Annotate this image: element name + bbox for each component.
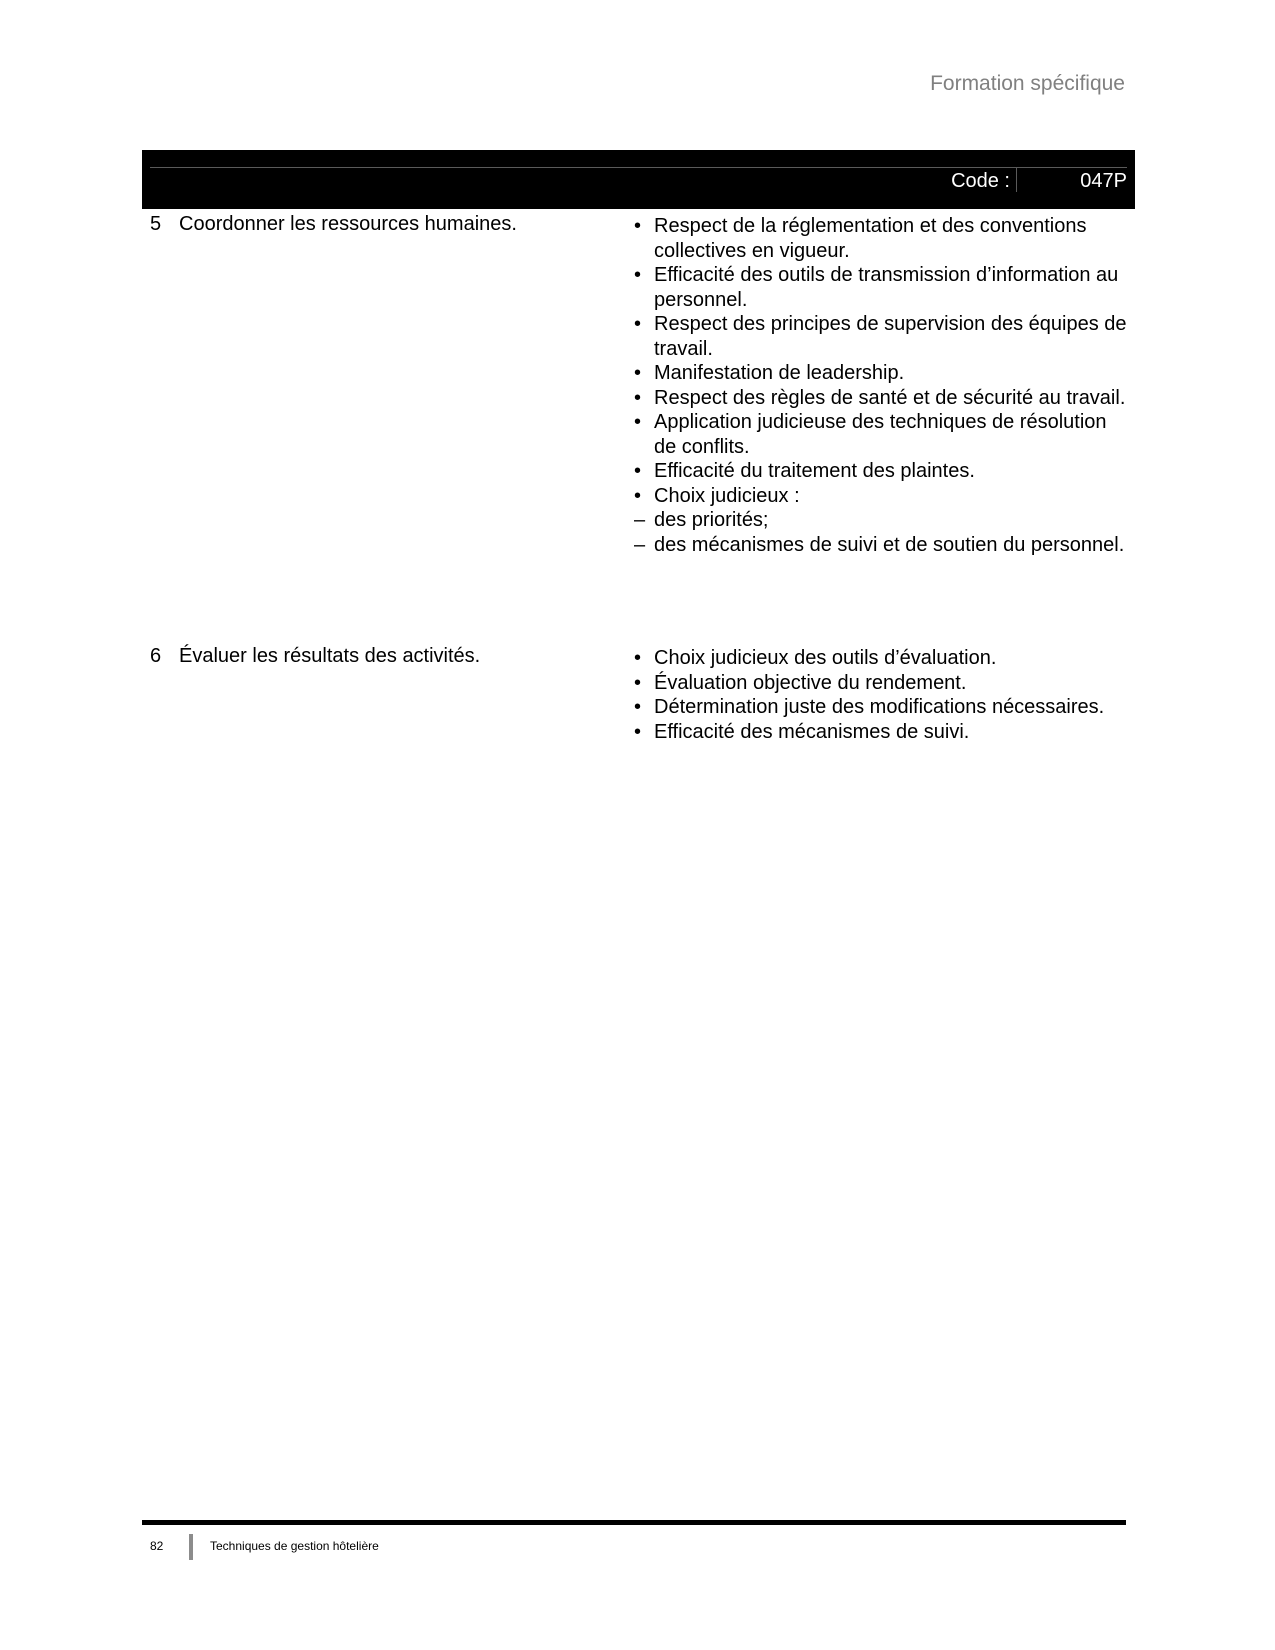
code-value: 047P [1080, 170, 1127, 192]
element-statement [150, 644, 620, 668]
band-separator [1016, 168, 1017, 192]
band-rule [150, 167, 1127, 168]
running-head: Formation spécifique [930, 72, 1125, 95]
criterion-item: • Manifestation de leadership. [631, 361, 1131, 386]
footer-separator-bar [189, 1534, 193, 1560]
criterion-item: • Application judicieuse des techniques de résolution de conflits. [631, 410, 1131, 459]
criterion-item: • Efficacité du traitement des plaintes. [631, 459, 1131, 484]
criterion-item: • Respect des règles de santé et de sécurité au travail. [631, 386, 1131, 411]
element-number: 5 [150, 213, 162, 235]
footer-document-title: Techniques de gestion hôtelière [210, 1539, 379, 1553]
code-header-band [142, 150, 1135, 209]
criterion-subitem: – des mécanismes de suivi et de soutien du personnel. [631, 533, 1131, 558]
element-number: 6 [150, 645, 162, 667]
criterion-item: • Respect des principes de supervision des équipes de travail. [631, 312, 1131, 361]
element-text: Coordonner les ressources humaines. [179, 213, 517, 235]
performance-criteria-list [631, 646, 1131, 744]
code-label: Code : [951, 170, 1010, 192]
criterion-item: • Efficacité des mécanismes de suivi. [631, 720, 1131, 745]
element-statement [150, 212, 620, 236]
criterion-item: • Détermination juste des modifications nécessaires. [631, 695, 1131, 720]
criterion-item: • Choix judicieux des outils d’évaluation. [631, 646, 1131, 671]
criterion-item: • Respect de la réglementation et des conventions collectives en vigueur. [631, 214, 1131, 263]
criterion-subitem: – des priorités; [631, 508, 1131, 533]
element-text: Évaluer les résultats des activités. [179, 645, 481, 667]
criterion-item: • Efficacité des outils de transmission d’information au personnel. [631, 263, 1131, 312]
criterion-item: • Évaluation objective du rendement. [631, 671, 1131, 696]
footer-rule [142, 1520, 1126, 1525]
page-number: 82 [150, 1539, 164, 1553]
criterion-item: • Choix judicieux : [631, 484, 1131, 509]
performance-criteria-list [631, 214, 1131, 557]
